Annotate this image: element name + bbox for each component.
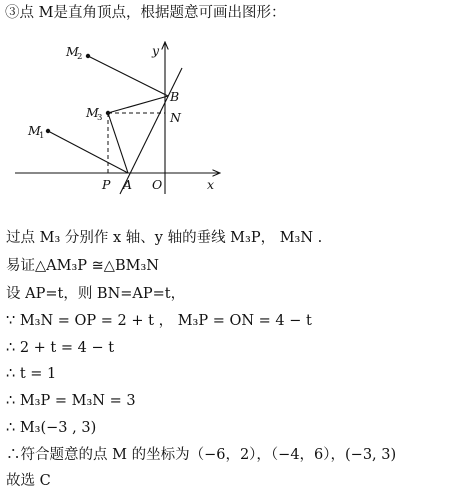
solution-line: 过点 M₃ 分别作 x 轴、y 轴的垂线 M₃P， M₃N . — [6, 230, 323, 246]
segment-m2-b — [88, 56, 168, 96]
label-p: P — [102, 177, 111, 192]
intro-text: ③点 M是直角顶点，根据题意可画出图形： — [5, 5, 286, 21]
label-m1-sub: 1 — [39, 131, 45, 141]
solution-line: 设 AP=t，则 BN=AP=t， — [6, 286, 186, 302]
label-m1: M — [28, 123, 41, 138]
solution-line: ∴ M₃(−3 , 3) — [6, 420, 97, 436]
solution-line: 易证△AM₃P ≅△BM₃N — [6, 258, 159, 274]
label-x: x — [207, 177, 215, 192]
segment-m3-b — [108, 96, 168, 113]
geometry-figure — [10, 34, 230, 199]
solution-line: 故选 C — [6, 473, 51, 489]
label-b: B — [170, 89, 180, 104]
solution-line: ∴ M₃P = M₃N = 3 — [6, 393, 136, 409]
label-o: O — [152, 177, 163, 192]
label-m3: M — [86, 105, 99, 120]
solution-line: ∴ t = 1 — [6, 366, 57, 382]
point-m2 — [86, 54, 90, 58]
label-a: A — [123, 177, 133, 192]
point-m3 — [106, 111, 110, 115]
solution-line: ∴ 2 + t = 4 − t — [6, 340, 115, 356]
label-n: N — [170, 110, 181, 125]
label-m3-sub: 3 — [97, 113, 103, 123]
label-m2-sub: 2 — [77, 52, 83, 62]
solution-line: ∴符合题意的点 M 的坐标为（−6，2），（−4，6），(−3, 3) — [6, 447, 397, 463]
point-m1 — [46, 129, 50, 133]
solution-line: ∵ M₃N = OP = 2 + t ， M₃P = ON = 4 − t — [6, 313, 312, 329]
label-m2: M — [66, 44, 79, 59]
label-y: y — [152, 43, 160, 58]
